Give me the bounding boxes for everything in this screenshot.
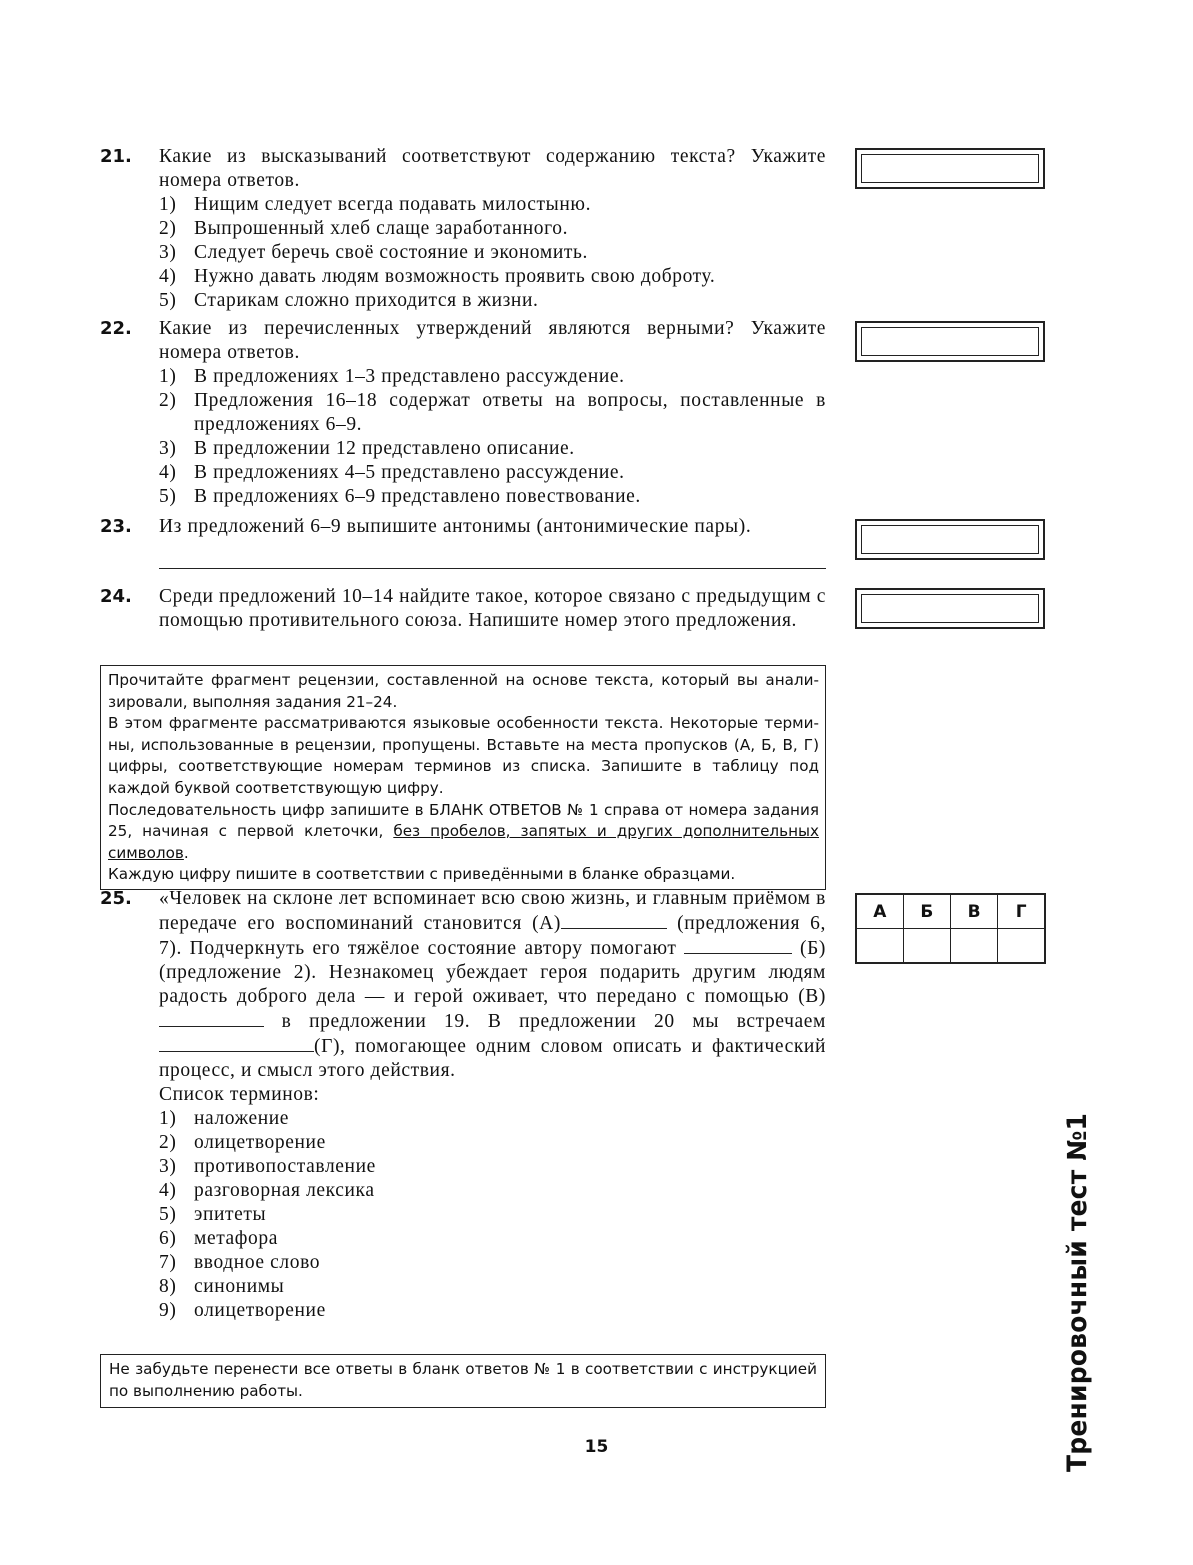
term-item	[159, 1275, 826, 1299]
terms-list	[159, 1107, 826, 1323]
answer-line-23[interactable]	[159, 568, 826, 569]
instruction-paragraph: Каждую цифру пишите в соответствии с приведёнными в бланке образцами.	[108, 865, 736, 884]
answer-cell-b[interactable]	[903, 929, 950, 964]
option-text: В предложении 12 представлено описание.	[194, 438, 575, 459]
term-item	[159, 1155, 826, 1179]
term-item	[159, 1131, 826, 1155]
answer-box-inner	[861, 525, 1039, 554]
option-text: Выпрошенный хлеб слаще заработанного.	[194, 218, 569, 239]
answer-table-input-row	[856, 929, 1045, 964]
review-text: (Г), помогающее одним словом описать и фактический процесс, и смысл этого действия.	[159, 1036, 826, 1081]
option-number: 4)	[159, 266, 177, 287]
answer-cell-v[interactable]	[951, 929, 998, 964]
task-23	[100, 515, 826, 539]
task-25	[100, 887, 826, 1323]
option-number: 3)	[159, 438, 177, 459]
option-number: 3)	[159, 242, 177, 263]
instruction-paragraph	[108, 800, 819, 865]
answer-box-inner	[861, 594, 1039, 623]
option-item	[159, 461, 826, 485]
term-number: 1)	[159, 1108, 177, 1129]
option-item	[159, 193, 826, 217]
option-text: Нужно давать людям возможность проявить свою доброту.	[194, 266, 716, 287]
option-number: 4)	[159, 462, 177, 483]
option-text: Старикам сложно приходится в жизни.	[194, 290, 539, 311]
term-number: 7)	[159, 1252, 177, 1273]
option-item	[159, 485, 826, 509]
review-text: в предложении 19. В предложении 20 мы встречаем	[264, 1011, 826, 1032]
review-text: (предложения 6, 7). Подчеркнуть его тяжёлое состояние автору помогают	[159, 913, 826, 959]
term-number: 9)	[159, 1300, 177, 1321]
answer-box-21[interactable]	[855, 148, 1045, 189]
option-item	[159, 265, 826, 289]
term-text: вводное слово	[194, 1252, 321, 1273]
option-text: Следует беречь своё состояние и экономить.	[194, 242, 588, 263]
option-number: 2)	[159, 218, 177, 239]
task-22	[100, 317, 826, 509]
answer-box-24[interactable]	[855, 588, 1045, 629]
term-number: 2)	[159, 1132, 177, 1153]
instruction-text: .	[183, 843, 189, 862]
task-number: 21.	[100, 146, 132, 167]
option-number: 5)	[159, 290, 177, 311]
option-text: В предложениях 6–9 представлено повествование.	[194, 486, 641, 507]
answer-table-header-row	[856, 894, 1045, 929]
task-question: Из предложений 6–9 выпишите антонимы (антонимические пары).	[159, 516, 752, 537]
answer-cell-a[interactable]	[856, 929, 903, 964]
term-number: 8)	[159, 1276, 177, 1297]
option-item	[159, 365, 826, 389]
option-item	[159, 289, 826, 313]
option-list	[159, 193, 826, 313]
gap-b[interactable]	[684, 936, 792, 954]
task-question: Среди предложений 10–14 найдите такое, которое связано с предыдущим с помощью противительного союза. Напишите номер этого предложения.	[159, 586, 826, 631]
instruction-paragraph: Прочитайте фрагмент рецензии, составленной на основе текста, который вы анализировали, выполняя задания 21–24.	[108, 671, 819, 711]
column-header-b: Б	[903, 894, 950, 929]
reminder-box	[100, 1354, 826, 1408]
answer-box-23[interactable]	[855, 519, 1045, 560]
answer-box-inner	[861, 327, 1039, 356]
term-text: эпитеты	[194, 1204, 267, 1225]
term-text: разговорная лексика	[194, 1180, 375, 1201]
task-21	[100, 145, 826, 313]
review-text: (Б) (предложение 2). Незнакомец убеждает героя подарить другим людям радость доброго дела — и герой оживает, что передано с помощью (В)	[159, 938, 826, 1007]
page-number: 15	[584, 1437, 609, 1457]
task-24	[100, 585, 826, 633]
term-text: синонимы	[194, 1276, 285, 1297]
review-text: «Человек на склоне лет вспоминает всю свою жизнь, и главным приёмом в передаче его воспоминаний становится (А)	[159, 888, 826, 934]
option-item	[159, 241, 826, 265]
instruction-underlined-text: без пробелов, запятых и других дополнительных символов	[108, 822, 819, 862]
task-number: 24.	[100, 586, 132, 607]
instruction-text: Последовательность цифр запишите в БЛАНК ОТВЕТОВ № 1 справа от номера задания 25, начиная с первой клеточки,	[108, 800, 819, 841]
task-question: Какие из высказываний соответствуют содержанию текста? Укажите номера ответов.	[159, 146, 826, 191]
term-item	[159, 1227, 826, 1251]
review-fragment	[159, 887, 826, 1083]
reminder-text: Не забудьте перенести все ответы в бланк ответов № 1 в соответствии с инструкцией по выполнению работы.	[109, 1360, 817, 1400]
answer-table-25	[855, 893, 1046, 964]
option-number: 2)	[159, 390, 177, 411]
term-number: 6)	[159, 1228, 177, 1249]
option-text: Предложения 16–18 содержат ответы на вопросы, поставленные в предложениях 6–9.	[194, 390, 826, 435]
instruction-paragraph: В этом фрагменте рассматриваются языковые особенности текста. Некоторые термины, использованные в рецензии, пропущены. Вставьте на места пропусков (А, Б, В, Г) цифры, соответствующие номерам терминов из списка. Запишите в таблицу под каждой буквой соответствующую цифру.	[108, 714, 819, 797]
term-number: 4)	[159, 1180, 177, 1201]
task-number: 22.	[100, 318, 132, 339]
term-item	[159, 1107, 826, 1131]
option-item	[159, 437, 826, 461]
option-text: В предложениях 1–3 представлено рассуждение.	[194, 366, 625, 387]
task-number: 25.	[100, 888, 132, 909]
answer-cell-g[interactable]	[998, 929, 1045, 964]
option-text: В предложениях 4–5 представлено рассуждение.	[194, 462, 625, 483]
terms-title: Список терминов:	[159, 1084, 320, 1105]
term-number: 5)	[159, 1204, 177, 1225]
column-header-v: В	[951, 894, 998, 929]
option-item	[159, 217, 826, 241]
answer-box-inner	[861, 154, 1039, 183]
column-header-g: Г	[998, 894, 1045, 929]
term-item	[159, 1299, 826, 1323]
gap-a[interactable]	[561, 911, 667, 929]
option-text: Нищим следует всегда подавать милостыню.	[194, 194, 592, 215]
term-text: противопоставление	[194, 1156, 376, 1177]
option-number: 1)	[159, 194, 177, 215]
term-item	[159, 1203, 826, 1227]
term-number: 3)	[159, 1156, 177, 1177]
answer-box-22[interactable]	[855, 321, 1045, 362]
task-number: 23.	[100, 516, 132, 537]
task-question: Какие из перечисленных утверждений являются верными? Укажите номера ответов.	[159, 318, 826, 363]
option-list	[159, 365, 826, 509]
term-text: наложение	[194, 1108, 290, 1129]
term-item	[159, 1251, 826, 1275]
term-text: метафора	[194, 1228, 278, 1249]
side-title: Тренировочный тест №1	[1062, 1112, 1093, 1472]
term-text: олицетворение	[194, 1132, 326, 1153]
column-header-a: А	[856, 894, 903, 929]
instruction-box	[100, 665, 826, 890]
gap-v[interactable]	[159, 1009, 264, 1027]
option-item	[159, 389, 826, 437]
option-number: 5)	[159, 486, 177, 507]
term-text: олицетворение	[194, 1300, 326, 1321]
term-item	[159, 1179, 826, 1203]
option-number: 1)	[159, 366, 177, 387]
gap-g[interactable]	[159, 1034, 314, 1052]
